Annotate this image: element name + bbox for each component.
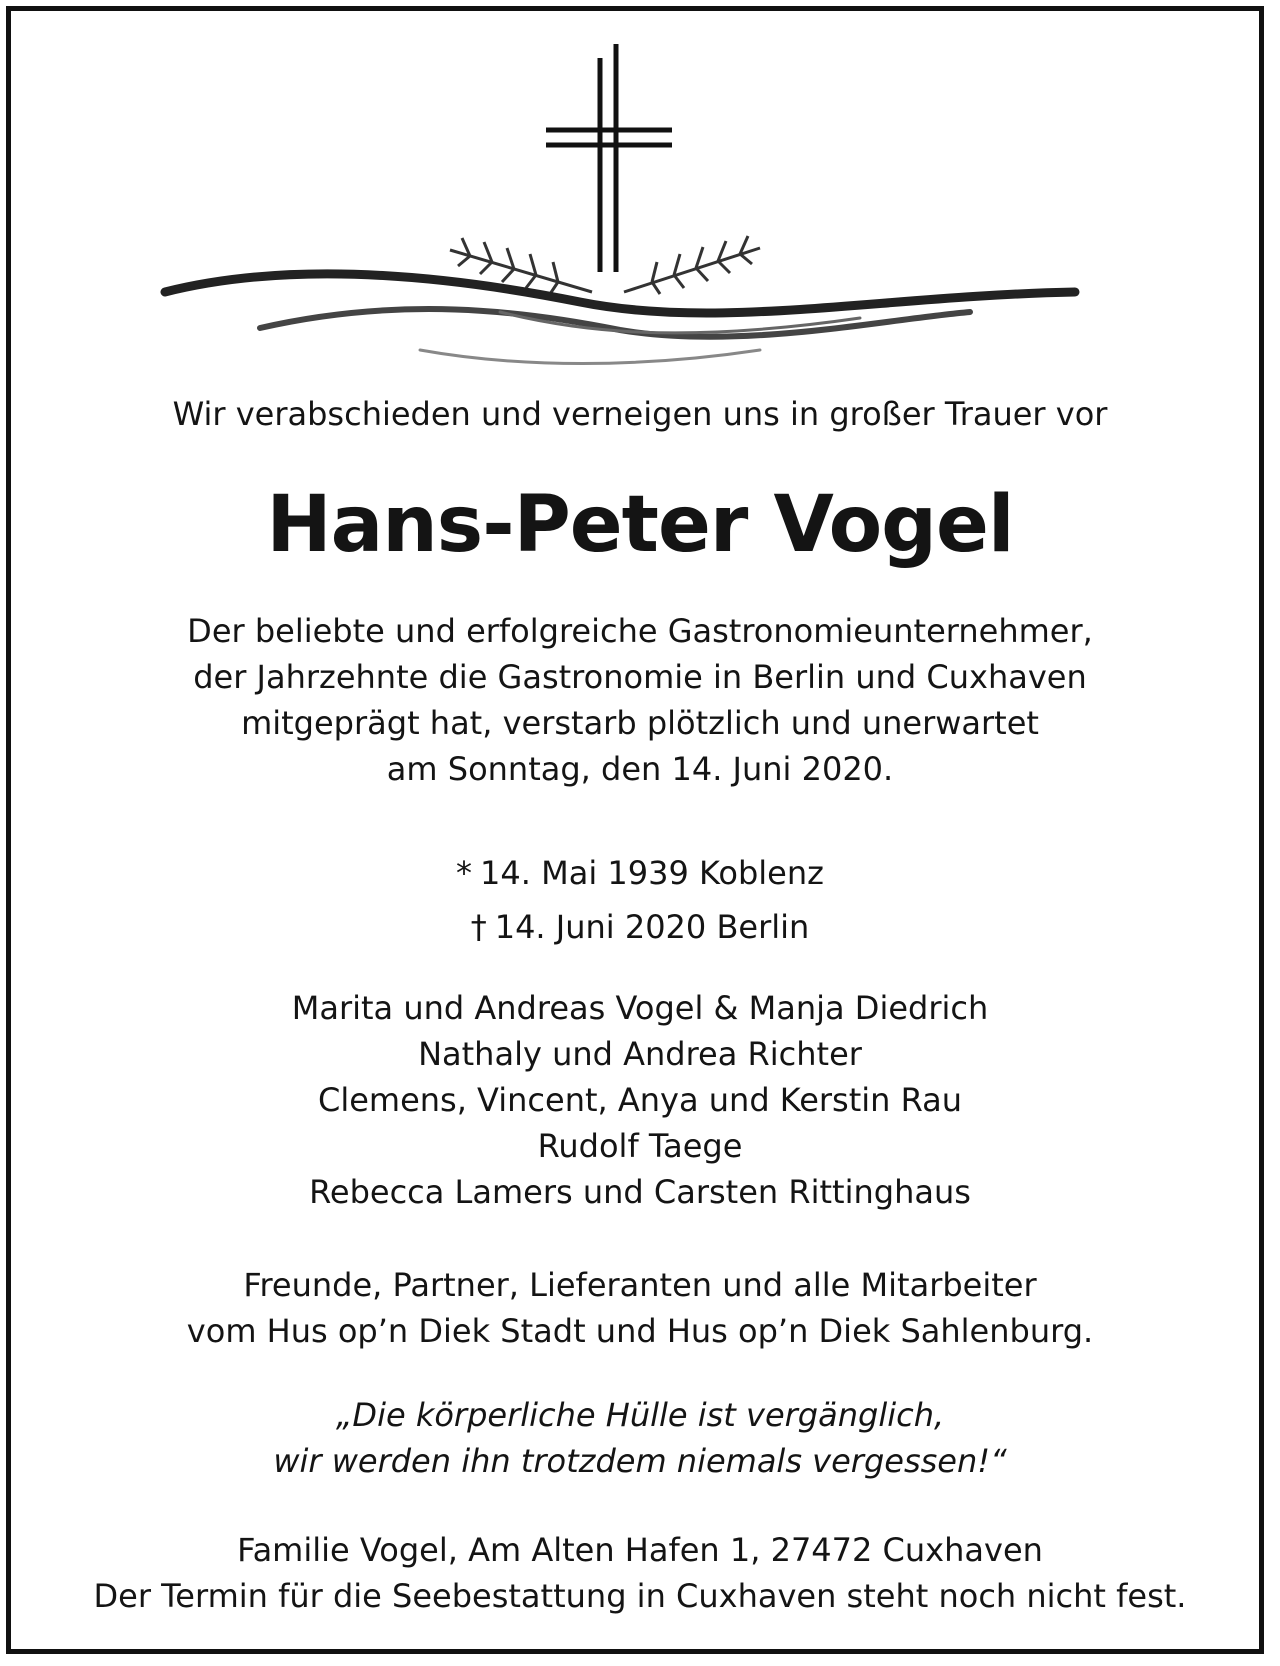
life-dates [0, 846, 1280, 954]
mourner-name: Nathaly und Andrea Richter [418, 1035, 862, 1073]
friends-line: vom Hus op’n Diek Stadt und Hus op’n Diek Sahlenburg. [186, 1312, 1094, 1350]
wave-lines-icon [165, 274, 1075, 364]
mourner-name: Rudolf Taege [537, 1127, 743, 1165]
birth-date-line [0, 846, 1280, 900]
description-line: Der beliebte und erfolgreiche Gastronomieunternehmer, [187, 612, 1093, 650]
memorial-quote [0, 1392, 1280, 1484]
mourner-name: Rebecca Lamers und Carsten Rittinghaus [309, 1173, 971, 1211]
mourner-name: Marita und Andreas Vogel & Manja Diedrich [291, 989, 989, 1027]
mourners-friends [0, 1262, 1280, 1354]
death-date: 14. Juni 2020 Berlin [494, 908, 810, 946]
cross-icon [546, 44, 672, 272]
intro-text: Wir verabschieden und verneigen uns in großer Trauer vor [172, 395, 1108, 433]
contact-footer [0, 1527, 1280, 1619]
death-cross-icon: † [470, 908, 487, 946]
quote-line: „Die körperliche Hülle ist vergänglich, [335, 1396, 945, 1434]
family-address: Familie Vogel, Am Alten Hafen 1, 27472 Cuxhaven [237, 1531, 1043, 1569]
death-date-line [0, 900, 1280, 954]
right-palm-leaf-icon [624, 236, 760, 294]
burial-notice: Der Termin für die Seebestattung in Cuxhaven steht noch nicht fest. [93, 1577, 1187, 1615]
birth-star-icon: * [456, 854, 473, 892]
friends-line: Freunde, Partner, Lieferanten und alle Mitarbeiter [243, 1266, 1037, 1304]
mourner-name: Clemens, Vincent, Anya und Kerstin Rau [317, 1081, 963, 1119]
description-line: der Jahrzehnte die Gastronomie in Berlin und Cuxhaven [193, 658, 1087, 696]
description-line: mitgeprägt hat, verstarb plötzlich und unerwartet [241, 704, 1039, 742]
cross-with-palm-leaves-and-waves-icon [0, 0, 1280, 380]
birth-date: 14. Mai 1939 Koblenz [480, 854, 824, 892]
description-line: am Sonntag, den 14. Juni 2020. [386, 750, 894, 788]
mourners-family [0, 985, 1280, 1215]
obituary-description [0, 608, 1280, 792]
quote-line: wir werden ihn trotzdem niemals vergessen!“ [273, 1442, 1007, 1480]
deceased-name: Hans-Peter Vogel [266, 480, 1014, 570]
